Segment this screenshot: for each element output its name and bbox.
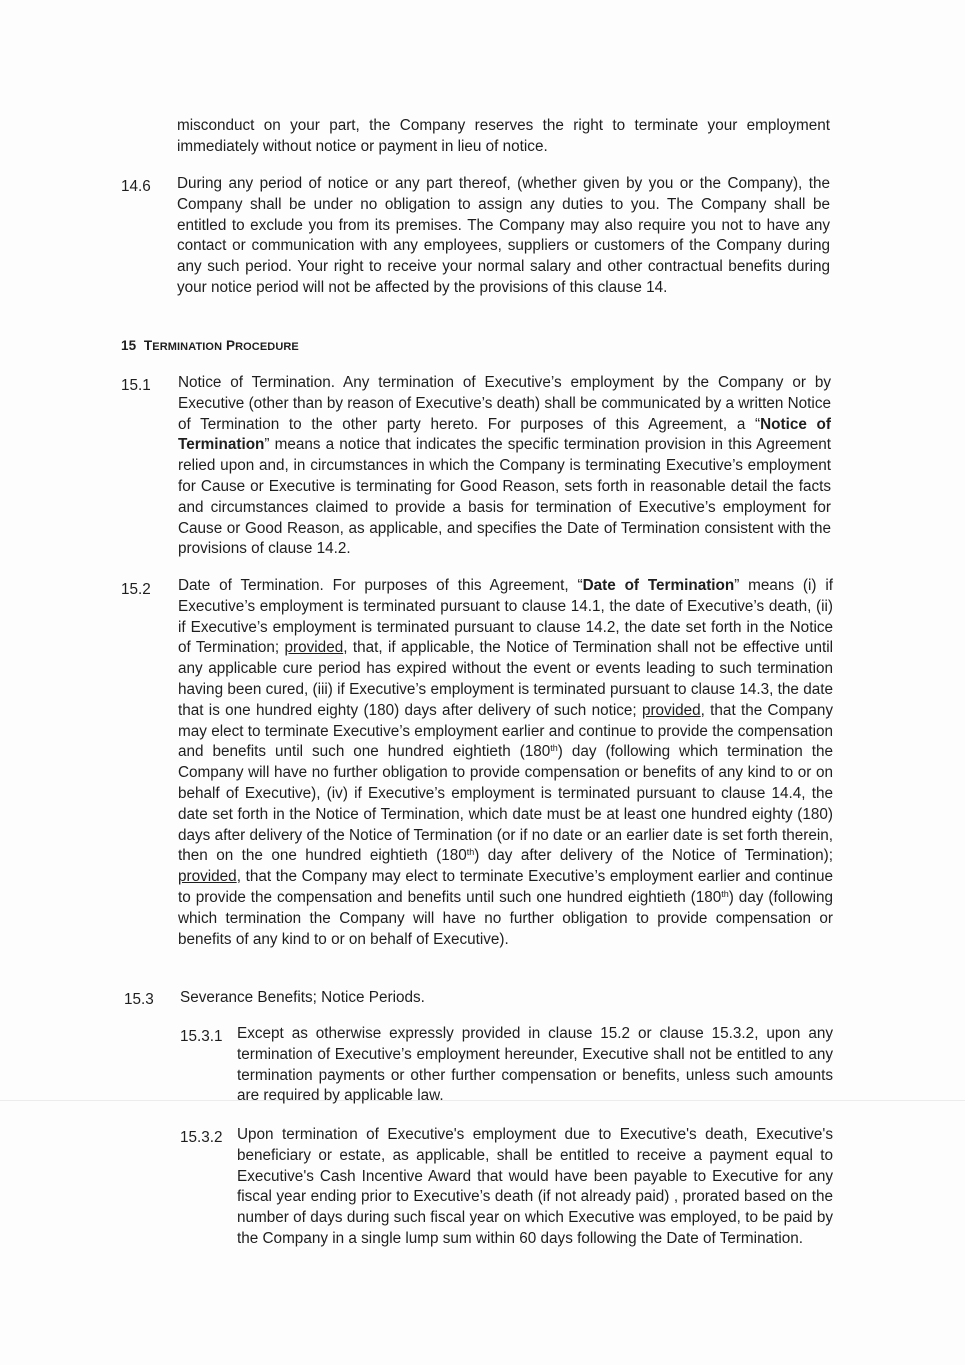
clause-15-3-2-number: 15.3.2 — [180, 1129, 223, 1146]
ordinal-superscript-3: th — [721, 888, 729, 899]
heading-rest-termination: ERMINATION — [152, 341, 223, 353]
intro-paragraph: misconduct on your part, the Company reserves the right to terminate your employment immediately without notice or payment in lieu of notice. — [177, 117, 830, 155]
clause-15-3-number: 15.3 — [124, 991, 154, 1008]
heading-initial-t: T — [143, 338, 153, 353]
clause-15-3-1-text: Except as otherwise expressly provided in clause 15.2 or clause 15.3.2, upon any termination of Executive’s employment hereunder, Executive shall not be entitled to any termination payments or other further compensation or benefits, unless such amounts are required by applicable law. — [237, 1025, 833, 1105]
clause-14-6-text: During any period of notice or any part thereof, (whether given by you or the Company), the Company shall be under no obligation to assign any duties to you. The Company shall be entitled to exclude you from its premises. The Company may also require you not to have any contact or communication with any employees, suppliers or customers of the Company during any such period. Your right to receive your normal salary and other contractual benefits during your notice period will not be affected by the provisions of this clause 14. — [177, 175, 830, 296]
section-15-number: 15 — [121, 338, 137, 353]
clause-15-3-1-number: 15.3.1 — [180, 1028, 223, 1045]
heading-rest-procedure: ROCEDURE — [235, 341, 299, 353]
defined-term-notice-of-termination: Notice of Termination — [178, 415, 831, 454]
clause-15-1-number: 15.1 — [121, 377, 151, 394]
clause-15-1-text: Notice of Termination. Any termination of Executive’s employment by the Company or by Executive (other than by reason of Executive’s death) shall be communicated by a written Notice of Termination to the other party hereto. For purposes of this Agreement, a “Notice of Termination” means a notice that indicates the specific termination provision in this Agreement relied upon and, in circumstances in which the Company is terminating Executive’s employment for Cause or Executive is terminating for Good Reason, sets forth in reasonable detail the facts and circumstances claimed to provide a basis for termination of Executive’s employment for Cause or Good Reason, as applicable, and specifies the Date of Termination consistent with the provisions of clause 14.2. — [178, 374, 831, 558]
provided-underlined-1: provided — [284, 639, 344, 657]
clause-15-2-text: Date of Termination. For purposes of this Agreement, “Date of Termination” means (i) if Executive’s employment is terminated pursuant to clause 14.1, the date of Executive’s death, (ii) if Executive’s employment is terminated pursuant to clause 14.2, the date set forth in the Notice of Termination; provided, that, if applicable, the Notice of Termination shall not be effective until any applicable cure period has expired without the event or events leading to such termination having been cured, (iii) if Executive’s employment is terminated pursuant to clause 14.3, the date that is one hundred eighty (180) days after delivery of such notice; provided, that the Company may elect to terminate Executive’s employment earlier and continue to provide the compensation and benefits until such one hundred eightieth (180th) day (following which termination the Company will have no further obligation to provide compensation or benefits of any kind to or on behalf of Executive), (iv) if Executive’s employment is terminated pursuant to clause 14.4, the date set forth in the Notice of Termination, which date must be at least one hundred eighty (180) days after delivery of the Notice of Termination (or if no date or an earlier date is set forth therein, then on the one hundred eightieth (180th) day after delivery of the Notice of Termination); provided, that the Company may elect to terminate Executive’s employment earlier and continue to provide the compensation and benefits until such one hundred eightieth (180th) day (following which termination the Company will have no further obligation to provide compensation or benefits of any kind to or on behalf of Executive). — [178, 577, 834, 948]
heading-initial-p: P — [226, 338, 236, 353]
clause-15-3-text: Severance Benefits; Notice Periods. — [180, 989, 425, 1006]
section-15-heading — [121, 338, 299, 353]
ordinal-superscript-1: th — [550, 743, 558, 754]
clause-14-6-number: 14.6 — [121, 178, 151, 195]
clause-15-3-2-text: Upon termination of Executive's employment due to Executive's death, Executive's beneficiary or estate, as applicable, shall be entitled to receive a payment equal to Executive's Cash Incentive Award that would have been payable to Executive for any fiscal year ending prior to Executive’s death (if not already paid) , prorated based on the number of days during such fiscal year on which Executive was employed, to be paid by the Company in a single lump sum within 60 days following the Date of Termination. — [237, 1126, 833, 1247]
provided-underlined-2: provided — [641, 701, 701, 719]
defined-term-date-of-termination: Date of Termination — [582, 577, 735, 594]
ordinal-superscript-2: th — [466, 847, 475, 858]
provided-underlined-3: provided — [178, 868, 237, 886]
clause-15-2-number: 15.2 — [121, 581, 151, 598]
